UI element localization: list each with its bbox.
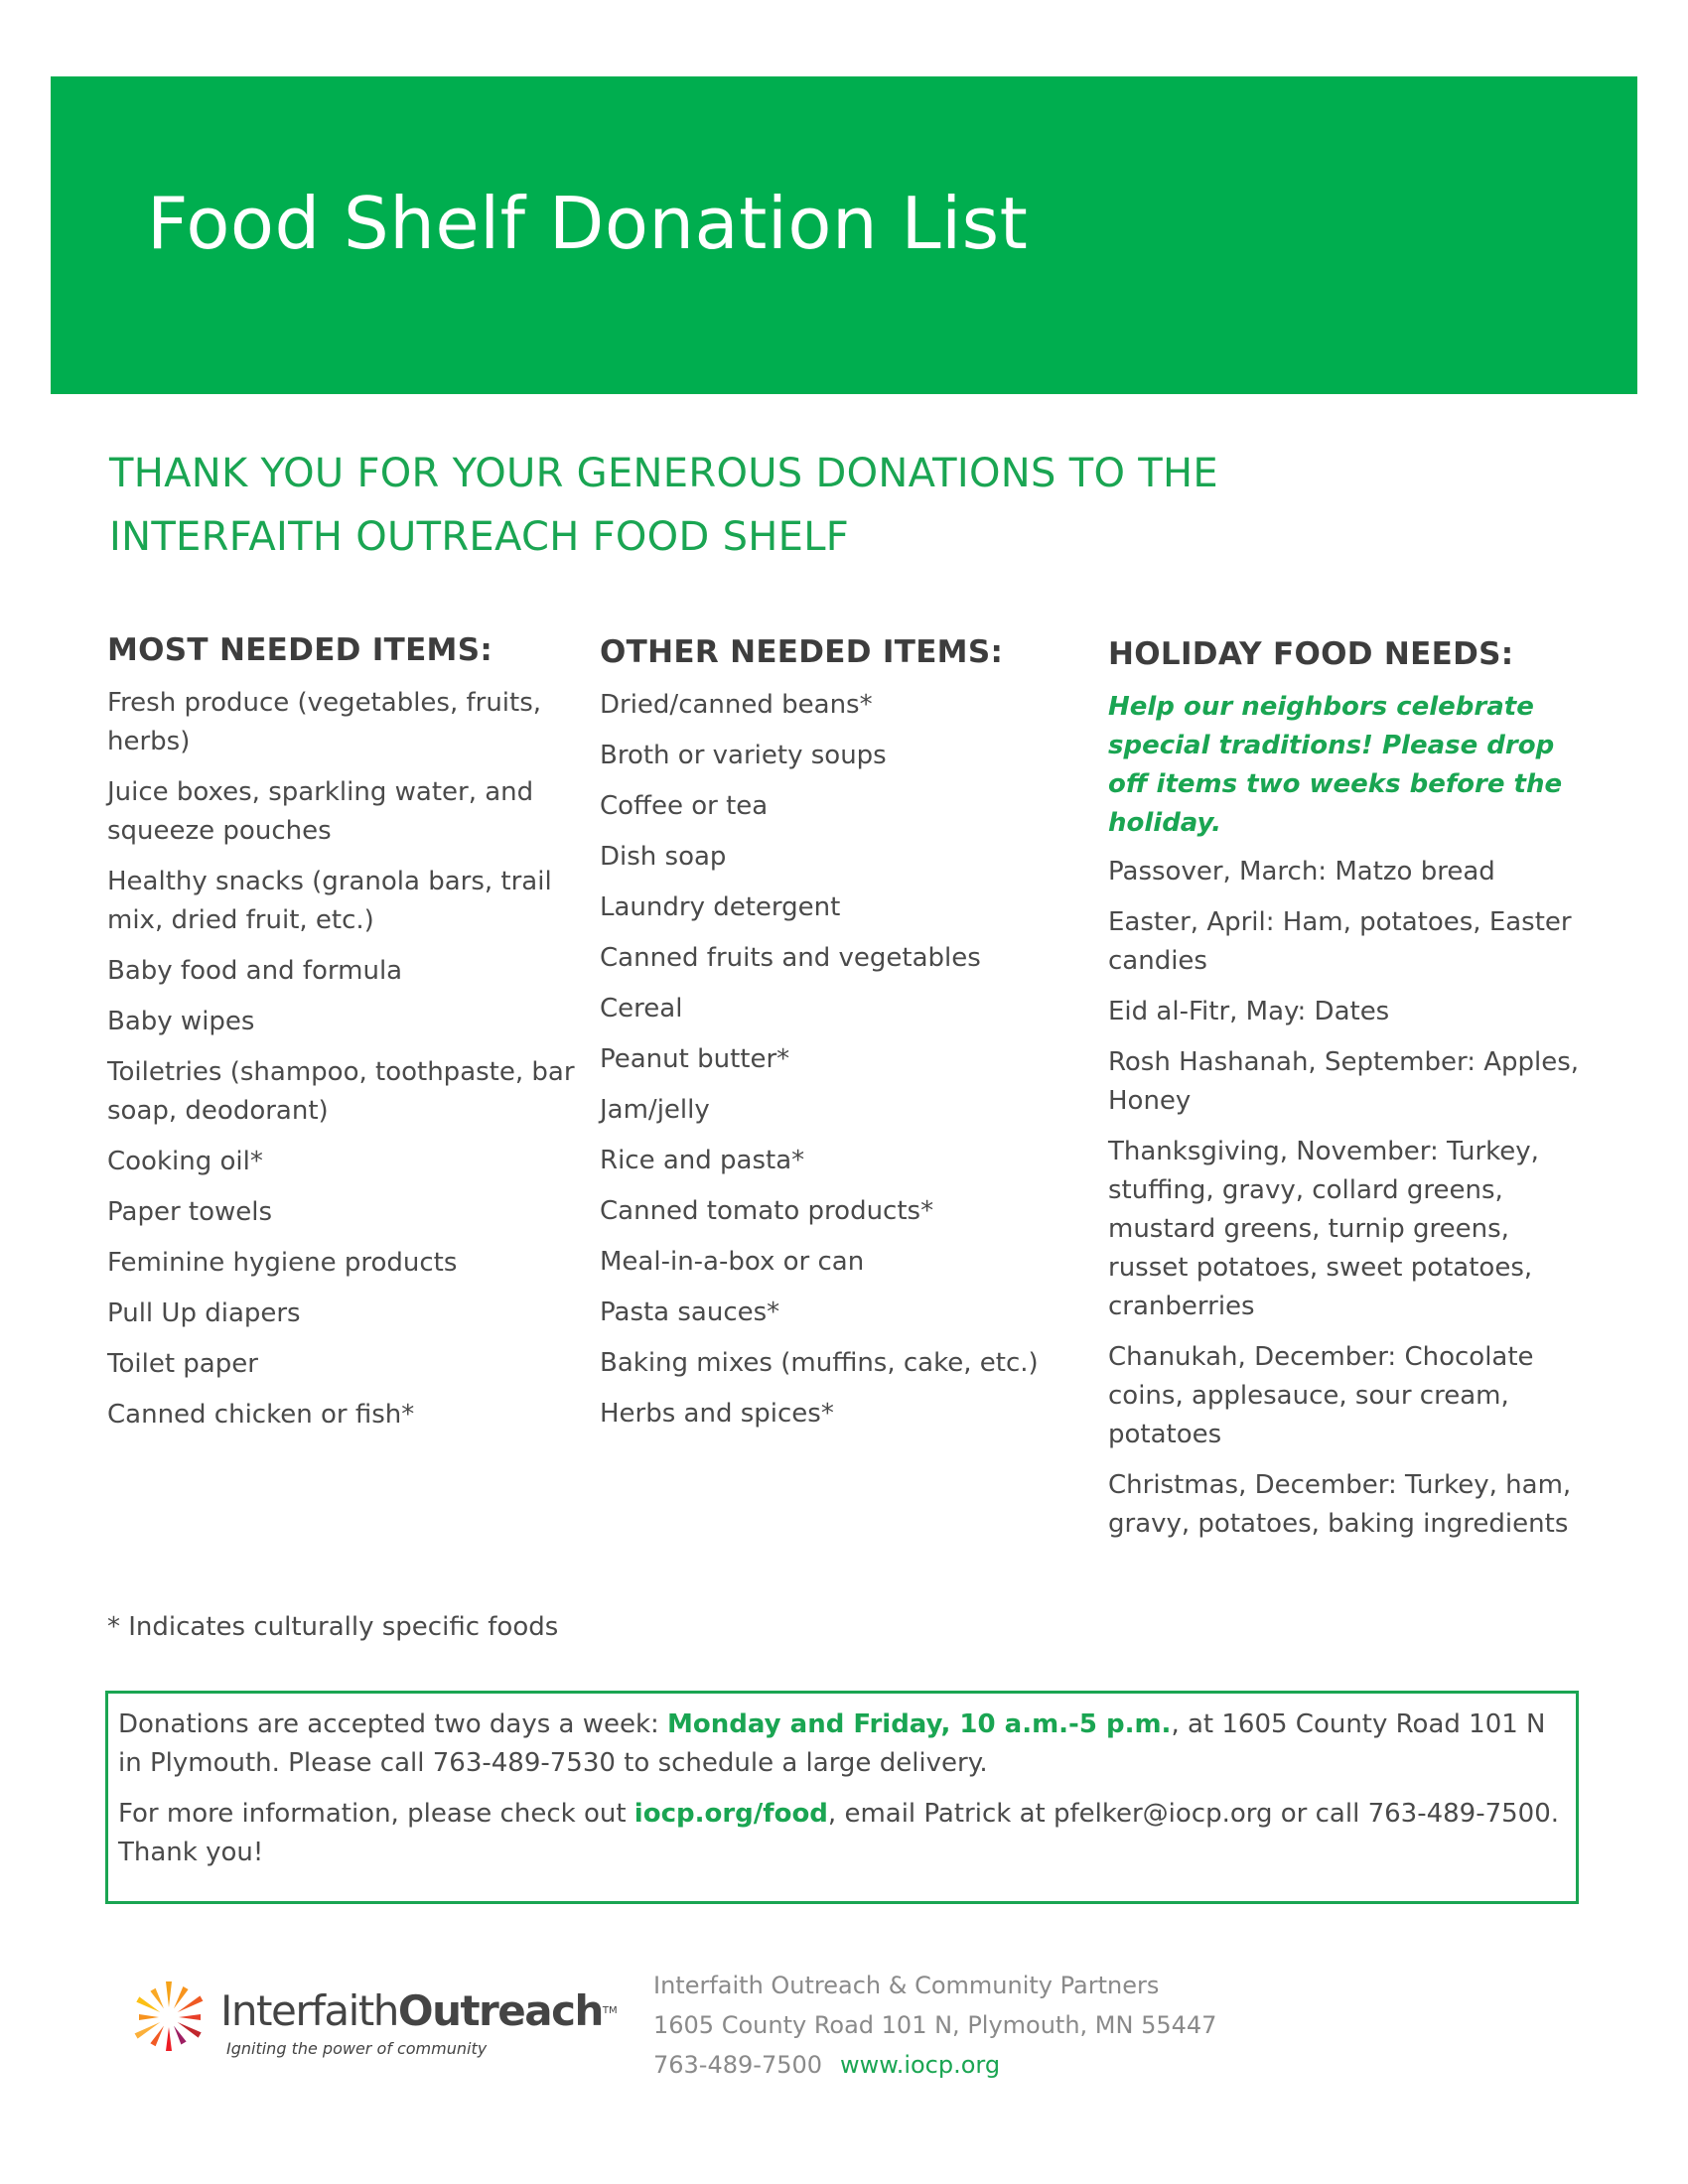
list-item: Rosh Hashanah, September: Apples, Honey <box>1108 1047 1580 1116</box>
list-item: Juice boxes, sparkling water, and squeeze pouches <box>107 777 534 846</box>
list-item: Baking mixes (muffins, cake, etc.) <box>600 1348 1039 1378</box>
phone-number: 763-489-7500 <box>653 2051 823 2079</box>
donation-hours-paragraph <box>118 1706 1566 1783</box>
most-needed-column <box>107 630 584 1446</box>
website-link[interactable]: www.iocp.org <box>840 2051 1001 2079</box>
logo-name-outreach: Outreach <box>397 1986 603 2035</box>
hours-text-end: , at 1605 County Road 101 N in Plymouth. Please call 763-489-7530 to schedule a large delivery. <box>118 1709 1546 1778</box>
other-needed-heading: OTHER NEEDED ITEMS: <box>600 634 1004 670</box>
more-info-text-start: For more information, please check out <box>118 1799 634 1829</box>
list-item: Toilet paper <box>107 1349 258 1379</box>
title-banner <box>51 76 1637 394</box>
list-item: Fresh produce (vegetables, fruits, herbs) <box>107 688 542 756</box>
logo-name-interfaith: Interfaith <box>220 1986 398 2035</box>
holiday-list <box>1108 853 1585 1544</box>
thank-you-heading <box>109 442 1499 569</box>
list-item: Dish soap <box>600 842 727 872</box>
list-item: Pasta sauces* <box>600 1297 780 1327</box>
list-item: Broth or variety soups <box>600 741 887 770</box>
phone-and-website <box>653 2045 1348 2085</box>
list-item: Eid al-Fitr, May: Dates <box>1108 997 1390 1026</box>
list-item: Baby food and formula <box>107 956 403 986</box>
list-item: Herbs and spices* <box>600 1399 834 1429</box>
more-info-paragraph <box>118 1795 1566 1872</box>
food-page-link[interactable]: iocp.org/food <box>633 1799 828 1829</box>
thank-you-line-2: INTERFAITH OUTREACH FOOD SHELF <box>109 514 850 560</box>
donation-info-box <box>105 1691 1579 1904</box>
logo-wordmark <box>220 1987 618 2035</box>
most-needed-heading: MOST NEEDED ITEMS: <box>107 632 493 668</box>
list-item: Rice and pasta* <box>600 1146 805 1175</box>
list-item: Jam/jelly <box>600 1095 710 1125</box>
more-info-text-end: , email Patrick at pfelker@iocp.org or call 763-489-7500. Thank you! <box>118 1799 1560 1867</box>
list-item: Easter, April: Ham, potatoes, Easter candies <box>1108 907 1572 976</box>
list-item: Passover, March: Matzo bread <box>1108 857 1495 887</box>
most-needed-list <box>107 684 584 1434</box>
list-item: Canned chicken or fish* <box>107 1400 415 1430</box>
list-item: Cereal <box>600 994 683 1024</box>
list-item: Dried/canned beans* <box>600 690 873 720</box>
list-item: Christmas, December: Turkey, ham, gravy, potatoes, baking ingredients <box>1108 1470 1572 1539</box>
list-item: Pull Up diapers <box>107 1298 301 1328</box>
list-item: Toiletries (shampoo, toothpaste, bar soap, deodorant) <box>107 1057 575 1126</box>
list-item: Healthy snacks (granola bars, trail mix, dried fruit, etc.) <box>107 867 552 935</box>
organization-name: Interfaith Outreach & Community Partners <box>653 1972 1160 1999</box>
list-item: Meal-in-a-box or can <box>600 1247 865 1277</box>
list-item: Paper towels <box>107 1197 273 1227</box>
list-item: Baby wipes <box>107 1007 255 1036</box>
list-item: Thanksgiving, November: Turkey, stuffing, gravy, collard greens, mustard greens, turnip greens, russet potatoes, sweet potatoes, cranberries <box>1108 1137 1539 1321</box>
other-needed-column <box>600 632 1066 1445</box>
holiday-column <box>1108 634 1585 1556</box>
page-title: Food Shelf Donation List <box>147 182 1029 265</box>
list-item: Coffee or tea <box>600 791 769 821</box>
interfaith-outreach-logo <box>121 1968 637 2087</box>
list-item: Laundry detergent <box>600 892 841 922</box>
footnote: * Indicates culturally specific foods <box>107 1612 559 1642</box>
hours-highlight: Monday and Friday, 10 a.m.-5 p.m. <box>667 1709 1172 1739</box>
list-item: Feminine hygiene products <box>107 1248 458 1278</box>
list-item: Cooking oil* <box>107 1147 263 1176</box>
list-item: Canned fruits and vegetables <box>600 943 981 973</box>
list-item: Chanukah, December: Chocolate coins, applesauce, sour cream, potatoes <box>1108 1342 1534 1449</box>
thank-you-line-1: THANK YOU FOR YOUR GENEROUS DONATIONS TO THE <box>109 451 1218 496</box>
contact-address <box>653 1966 1348 2085</box>
logo-tagline: Igniting the power of community <box>226 2039 488 2058</box>
trademark-mark: TM <box>602 2005 618 2016</box>
sunburst-icon <box>121 1968 220 2067</box>
other-needed-list <box>600 686 1066 1433</box>
list-item: Canned tomato products* <box>600 1196 934 1226</box>
holiday-heading: HOLIDAY FOOD NEEDS: <box>1108 636 1514 672</box>
holiday-intro: Help our neighbors celebrate special traditions! Please drop off items two weeks before the holiday. <box>1108 692 1563 838</box>
hours-text-start: Donations are accepted two days a week: <box>118 1709 668 1739</box>
list-item: Peanut butter* <box>600 1044 790 1074</box>
street-address: 1605 County Road 101 N, Plymouth, MN 55447 <box>653 2011 1217 2039</box>
